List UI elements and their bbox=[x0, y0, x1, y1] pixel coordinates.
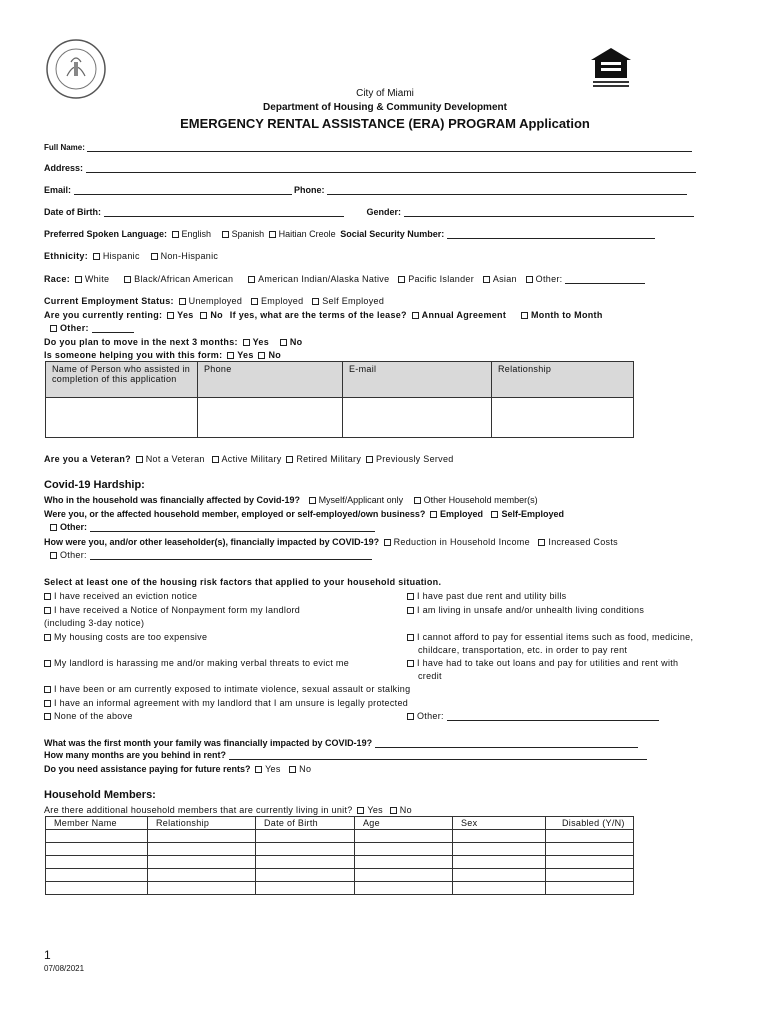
impact-q2: How many months are you behind in rent? bbox=[44, 750, 227, 760]
covid-q1: Who in the household was financially affected by Covid-19? bbox=[44, 495, 301, 505]
active-military-label: Active Military bbox=[221, 454, 282, 464]
checkbox-move-no[interactable] bbox=[280, 339, 287, 346]
english-label: English bbox=[181, 229, 212, 239]
checkbox-expensive[interactable] bbox=[44, 634, 51, 641]
table-cell[interactable] bbox=[355, 843, 453, 856]
helper-relationship-cell[interactable] bbox=[492, 398, 634, 438]
helping-question: Is someone helping you with this form: bbox=[44, 350, 223, 360]
table-cell[interactable] bbox=[256, 869, 355, 882]
race-row bbox=[44, 274, 645, 284]
checkbox-native[interactable] bbox=[248, 276, 255, 283]
covid-q2-other-row bbox=[48, 522, 375, 532]
covid-q2-row bbox=[44, 509, 564, 519]
full-name-label: Full Name: bbox=[44, 143, 85, 152]
risk-other-label: Other: bbox=[417, 711, 444, 721]
risk-loans bbox=[405, 658, 678, 668]
checkbox-haitian[interactable] bbox=[269, 231, 276, 238]
risk-violence bbox=[42, 684, 410, 694]
table-row[interactable] bbox=[46, 869, 634, 882]
expensive-label: My housing costs are too expensive bbox=[54, 632, 208, 642]
checkbox-covid-q3-other[interactable] bbox=[50, 552, 57, 559]
move-no-label: No bbox=[289, 337, 303, 347]
checkbox-monthly[interactable] bbox=[521, 312, 528, 319]
household-heading: Household Members: bbox=[44, 789, 156, 801]
previously-served-label: Previously Served bbox=[375, 454, 454, 464]
eviction-label: I have received an eviction notice bbox=[54, 591, 198, 601]
impact-q2-row bbox=[44, 750, 647, 760]
table-cell[interactable] bbox=[148, 843, 256, 856]
employment-label: Current Employment Status: bbox=[44, 296, 174, 306]
checkbox-help-no[interactable] bbox=[258, 352, 265, 359]
checkbox-nonpayment[interactable] bbox=[44, 607, 51, 614]
risk-harassing bbox=[42, 658, 349, 668]
loans-label: I have had to take out loans and pay for utilities and rent with bbox=[417, 658, 679, 668]
black-label: Black/African American bbox=[134, 274, 234, 284]
dob-line[interactable] bbox=[104, 207, 344, 217]
table-cell[interactable] bbox=[546, 882, 634, 895]
checkbox-not-veteran[interactable] bbox=[136, 456, 143, 463]
risk-other-line[interactable] bbox=[447, 711, 659, 721]
checkbox-self-employed[interactable] bbox=[312, 298, 319, 305]
past-due-label: I have past due rent and utility bills bbox=[417, 591, 567, 601]
risk-loans-cont: credit bbox=[418, 671, 442, 681]
language-row bbox=[44, 229, 655, 239]
table-cell[interactable] bbox=[453, 856, 546, 869]
impact-q1-line[interactable] bbox=[375, 738, 638, 748]
language-label: Preferred Spoken Language: bbox=[44, 229, 168, 239]
department-name: Department of Housing & Community Development bbox=[263, 102, 507, 113]
retired-military-label: Retired Military bbox=[296, 454, 362, 464]
dob-label: Date of Birth: bbox=[44, 207, 101, 217]
household-table bbox=[45, 816, 634, 895]
helper-name-cell[interactable] bbox=[46, 398, 198, 438]
table-cell[interactable] bbox=[256, 856, 355, 869]
covid-q2-other-label: Other: bbox=[60, 522, 87, 532]
race-other-line[interactable] bbox=[565, 274, 645, 284]
lease-other-row bbox=[48, 323, 134, 333]
risk-nonpayment-note: (including 3-day notice) bbox=[44, 618, 145, 628]
helper-email-header: E-mail bbox=[343, 362, 492, 398]
self-employed-label: Self Employed bbox=[322, 296, 385, 306]
checkbox-renting-yes[interactable] bbox=[167, 312, 174, 319]
checkbox-annual[interactable] bbox=[412, 312, 419, 319]
checkbox-pacific[interactable] bbox=[398, 276, 405, 283]
help-no-label: No bbox=[268, 350, 282, 360]
covid-q3-other-row bbox=[48, 550, 372, 560]
table-cell[interactable] bbox=[46, 882, 148, 895]
household-no-label: No bbox=[399, 805, 412, 815]
covid-employed-label: Employed bbox=[439, 509, 483, 519]
table-cell[interactable] bbox=[546, 869, 634, 882]
checkbox-risk-other[interactable] bbox=[407, 713, 414, 720]
future-yes-label: Yes bbox=[265, 764, 281, 774]
checkbox-increased-costs[interactable] bbox=[538, 539, 545, 546]
helper-phone-cell[interactable] bbox=[198, 398, 343, 438]
move-yes-label: Yes bbox=[252, 337, 270, 347]
equal-housing-logo bbox=[587, 46, 635, 90]
table-cell[interactable] bbox=[453, 869, 546, 882]
pacific-label: Pacific Islander bbox=[408, 274, 475, 284]
ssn-label: Social Security Number: bbox=[340, 229, 445, 239]
risk-informal bbox=[42, 698, 408, 708]
household-question-row bbox=[44, 805, 412, 815]
dob-field[interactable] bbox=[44, 207, 694, 217]
risk-eviction bbox=[42, 591, 197, 601]
checkbox-white[interactable] bbox=[75, 276, 82, 283]
increased-costs-label: Increased Costs bbox=[548, 537, 618, 547]
checkbox-unsafe[interactable] bbox=[407, 607, 414, 614]
table-cell[interactable] bbox=[256, 830, 355, 843]
table-cell[interactable] bbox=[148, 830, 256, 843]
checkbox-hispanic[interactable] bbox=[93, 253, 100, 260]
table-row[interactable] bbox=[46, 882, 634, 895]
employment-row bbox=[44, 296, 384, 306]
header-relationship: Relationship bbox=[148, 817, 256, 830]
gender-label: Gender: bbox=[366, 207, 402, 217]
none-label: None of the above bbox=[54, 711, 133, 721]
lease-other-line[interactable] bbox=[92, 323, 134, 333]
table-cell[interactable] bbox=[355, 869, 453, 882]
checkbox-harassing[interactable] bbox=[44, 660, 51, 667]
checkbox-past-due[interactable] bbox=[407, 593, 414, 600]
helper-table bbox=[45, 361, 634, 438]
risk-unsafe bbox=[405, 605, 644, 615]
checkbox-renting-no[interactable] bbox=[200, 312, 207, 319]
native-label: American Indian/Alaska Native bbox=[258, 274, 390, 284]
checkbox-myself[interactable] bbox=[309, 497, 316, 504]
move-question: Do you plan to move in the next 3 months: bbox=[44, 337, 238, 347]
risk-intro: Select at least one of the housing risk factors that applied to your household situation. bbox=[44, 577, 442, 587]
full-name-line[interactable] bbox=[87, 142, 692, 152]
checkbox-employed[interactable] bbox=[251, 298, 258, 305]
risk-essentials-cont: childcare, transportation, etc. in order to pay rent bbox=[418, 645, 628, 655]
hispanic-label: Hispanic bbox=[102, 251, 140, 261]
race-other-label: Other: bbox=[535, 274, 563, 284]
page-number: 1 bbox=[44, 948, 51, 962]
impact-q1: What was the first month your family was financially impacted by COVID-19? bbox=[44, 738, 373, 748]
checkbox-reduction[interactable] bbox=[384, 539, 391, 546]
checkbox-household-yes[interactable] bbox=[357, 807, 364, 814]
table-cell[interactable] bbox=[148, 882, 256, 895]
help-yes-label: Yes bbox=[237, 350, 254, 360]
checkbox-future-no[interactable] bbox=[289, 766, 296, 773]
header-disabled: Disabled (Y/N) bbox=[546, 817, 634, 830]
race-label: Race: bbox=[44, 274, 71, 284]
spanish-label: Spanish bbox=[231, 229, 265, 239]
checkbox-non-hispanic[interactable] bbox=[151, 253, 158, 260]
ethnicity-row bbox=[44, 251, 218, 261]
table-cell[interactable] bbox=[256, 882, 355, 895]
violence-label: I have been or am currently exposed to intimate violence, sexual assault or stalking bbox=[54, 684, 411, 694]
full-name-field[interactable] bbox=[44, 142, 692, 152]
ethnicity-label: Ethnicity: bbox=[44, 251, 89, 261]
table-cell[interactable] bbox=[546, 843, 634, 856]
checkbox-english[interactable] bbox=[172, 231, 179, 238]
renting-no-label: No bbox=[210, 310, 223, 320]
header-dob: Date of Birth bbox=[256, 817, 355, 830]
checkbox-none[interactable] bbox=[44, 713, 51, 720]
table-cell[interactable] bbox=[148, 869, 256, 882]
risk-none bbox=[42, 711, 133, 721]
risk-other bbox=[405, 711, 659, 721]
table-cell[interactable] bbox=[148, 856, 256, 869]
impact-q1-row bbox=[44, 738, 638, 748]
checkbox-spanish[interactable] bbox=[222, 231, 229, 238]
checkbox-loans[interactable] bbox=[407, 660, 414, 667]
household-yes-label: Yes bbox=[367, 805, 383, 815]
address-line[interactable] bbox=[86, 163, 696, 173]
checkbox-black[interactable] bbox=[124, 276, 131, 283]
impact-q3-row bbox=[44, 764, 311, 774]
checkbox-asian[interactable] bbox=[483, 276, 490, 283]
covid-q2: Were you, or the affected household member, employed or self-employed/own business? bbox=[44, 509, 426, 519]
header-sex: Sex bbox=[453, 817, 546, 830]
risk-expensive bbox=[42, 632, 207, 642]
table-cell[interactable] bbox=[355, 882, 453, 895]
checkbox-race-other[interactable] bbox=[526, 276, 533, 283]
myself-label: Myself/Applicant only bbox=[318, 495, 404, 505]
risk-past-due bbox=[405, 591, 566, 601]
table-row bbox=[46, 362, 634, 398]
impact-q3: Do you need assistance paying for future rents? bbox=[44, 764, 251, 774]
checkbox-covid-employed[interactable] bbox=[430, 511, 437, 518]
lease-other-label: Other: bbox=[60, 323, 89, 333]
covid-self-employed-label: Self-Employed bbox=[501, 509, 564, 519]
checkbox-future-yes[interactable] bbox=[255, 766, 262, 773]
white-label: White bbox=[84, 274, 110, 284]
veteran-row bbox=[44, 454, 454, 464]
renting-label: Are you currently renting: bbox=[44, 310, 163, 320]
table-cell[interactable] bbox=[46, 830, 148, 843]
checkbox-eviction[interactable] bbox=[44, 593, 51, 600]
checkbox-informal[interactable] bbox=[44, 700, 51, 707]
covid-q2-other-line[interactable] bbox=[90, 522, 375, 532]
veteran-label: Are you a Veteran? bbox=[44, 454, 131, 464]
table-row[interactable] bbox=[46, 856, 634, 869]
table-row[interactable] bbox=[46, 398, 634, 438]
table-cell[interactable] bbox=[46, 843, 148, 856]
essentials-label: I cannot afford to pay for essential items such as food, medicine, bbox=[417, 632, 694, 642]
helper-phone-header: Phone bbox=[198, 362, 343, 398]
checkbox-violence[interactable] bbox=[44, 686, 51, 693]
table-cell[interactable] bbox=[453, 830, 546, 843]
city-name: City of Miami bbox=[356, 88, 414, 99]
email-field[interactable] bbox=[44, 185, 687, 195]
harassing-label: My landlord is harassing me and/or making verbal threats to evict me bbox=[54, 658, 350, 668]
email-line[interactable] bbox=[74, 185, 292, 195]
unemployed-label: Unemployed bbox=[188, 296, 243, 306]
other-member-label: Other Household member(s) bbox=[423, 495, 538, 505]
helper-email-cell[interactable] bbox=[343, 398, 492, 438]
footer-date: 07/08/2021 bbox=[44, 964, 85, 973]
employed-label: Employed bbox=[260, 296, 304, 306]
monthly-label: Month to Month bbox=[530, 310, 603, 320]
nonpayment-label: I have received a Notice of Nonpayment form my landlord bbox=[54, 605, 301, 615]
table-row bbox=[46, 817, 634, 830]
checkbox-essentials[interactable] bbox=[407, 634, 414, 641]
covid-q3-row bbox=[44, 537, 618, 547]
email-label: Email: bbox=[44, 185, 72, 195]
annual-label: Annual Agreement bbox=[421, 310, 507, 320]
table-cell[interactable] bbox=[355, 856, 453, 869]
renting-yes-label: Yes bbox=[177, 310, 194, 320]
table-row[interactable] bbox=[46, 843, 634, 856]
future-no-label: No bbox=[299, 764, 312, 774]
household-question: Are there additional household members that are currently living in unit? bbox=[44, 805, 353, 815]
checkbox-covid-self-employed[interactable] bbox=[491, 511, 498, 518]
checkbox-other-member[interactable] bbox=[414, 497, 421, 504]
covid-q3: How were you, and/or other leaseholder(s), financially impacted by COVID-19? bbox=[44, 537, 380, 547]
checkbox-retired-military[interactable] bbox=[286, 456, 293, 463]
checkbox-move-yes[interactable] bbox=[243, 339, 250, 346]
impact-q2-line[interactable] bbox=[229, 750, 647, 760]
helper-relationship-header: Relationship bbox=[492, 362, 634, 398]
non-hispanic-label: Non-Hispanic bbox=[160, 251, 219, 261]
reduction-label: Reduction in Household Income bbox=[393, 537, 530, 547]
form-title: EMERGENCY RENTAL ASSISTANCE (ERA) PROGRAM Application bbox=[180, 116, 590, 131]
header-member-name: Member Name bbox=[46, 817, 148, 830]
address-label: Address: bbox=[44, 163, 84, 173]
checkbox-active-military[interactable] bbox=[212, 456, 219, 463]
table-cell[interactable] bbox=[453, 843, 546, 856]
haitian-label: Haitian Creole bbox=[278, 229, 336, 239]
table-row[interactable] bbox=[46, 830, 634, 843]
table-cell[interactable] bbox=[546, 856, 634, 869]
table-cell[interactable] bbox=[46, 869, 148, 882]
phone-line[interactable] bbox=[327, 185, 687, 195]
covid-q1-row bbox=[44, 495, 538, 505]
table-cell[interactable] bbox=[355, 830, 453, 843]
not-veteran-label: Not a Veteran bbox=[145, 454, 205, 464]
table-cell[interactable] bbox=[546, 830, 634, 843]
phone-label: Phone: bbox=[294, 185, 325, 195]
renting-row bbox=[44, 310, 603, 320]
table-cell[interactable] bbox=[453, 882, 546, 895]
covid-heading: Covid-19 Hardship: bbox=[44, 479, 145, 491]
unsafe-label: I am living in unsafe and/or unhealth living conditions bbox=[417, 605, 645, 615]
covid-q3-other-line[interactable] bbox=[90, 550, 372, 560]
checkbox-lease-other[interactable] bbox=[50, 325, 57, 332]
helper-name-header: Name of Person who assisted in completion of this application bbox=[46, 362, 198, 398]
checkbox-household-no[interactable] bbox=[390, 807, 397, 814]
checkbox-covid-q2-other[interactable] bbox=[50, 524, 57, 531]
informal-label: I have an informal agreement with my landlord that I am unsure is legally protected bbox=[54, 698, 409, 708]
address-field[interactable] bbox=[44, 163, 696, 173]
checkbox-help-yes[interactable] bbox=[227, 352, 234, 359]
lease-question: If yes, what are the terms of the lease? bbox=[229, 310, 407, 320]
header-age: Age bbox=[355, 817, 453, 830]
table-cell[interactable] bbox=[46, 856, 148, 869]
gender-line[interactable] bbox=[404, 207, 694, 217]
risk-nonpayment bbox=[42, 605, 300, 615]
ssn-line[interactable] bbox=[447, 229, 655, 239]
helping-row bbox=[44, 350, 281, 360]
checkbox-unemployed[interactable] bbox=[179, 298, 186, 305]
table-cell[interactable] bbox=[256, 843, 355, 856]
risk-essentials bbox=[405, 632, 693, 642]
asian-label: Asian bbox=[492, 274, 517, 284]
checkbox-previously-served[interactable] bbox=[366, 456, 373, 463]
covid-q3-other-label: Other: bbox=[60, 550, 87, 560]
move-row bbox=[44, 337, 302, 347]
